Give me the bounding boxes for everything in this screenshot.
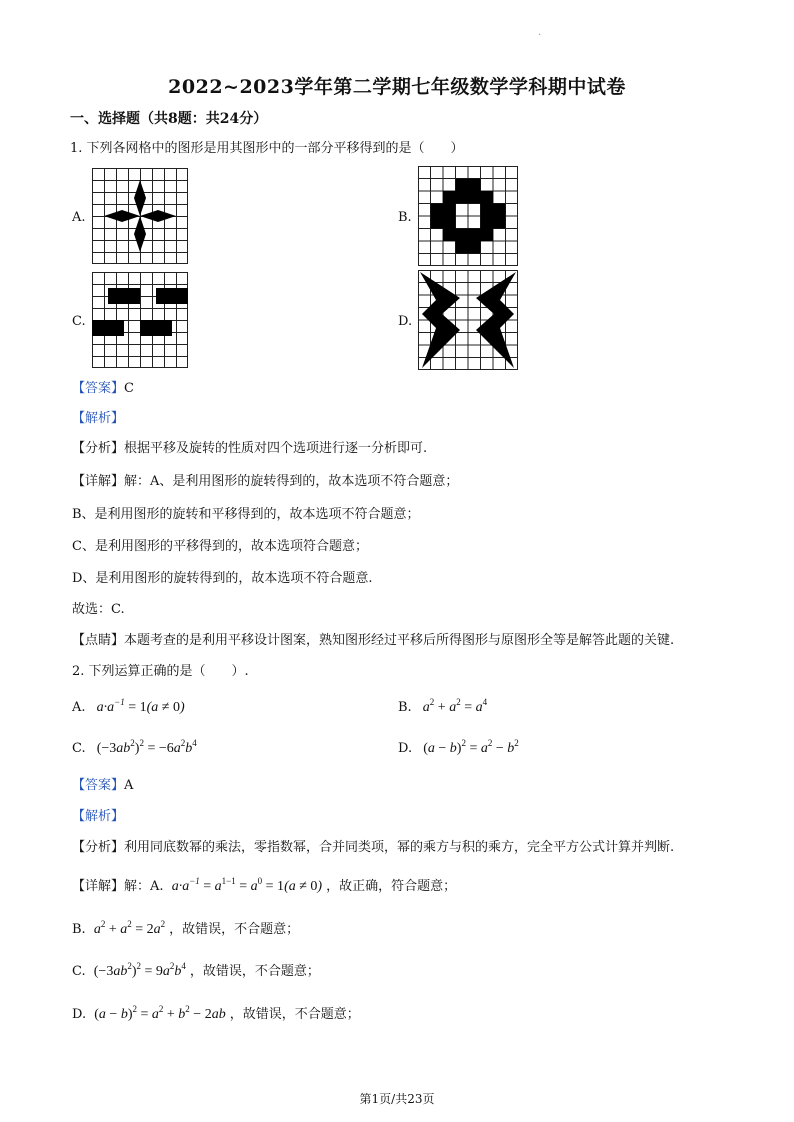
q1-fenxi (72, 440, 427, 458)
q1-detail-b: B、是利用图形的旋转和平移得到的，故本选项不符合题意； (72, 507, 420, 522)
fenxi-tag: 【分析】 (72, 840, 125, 855)
q2-detail-a (72, 872, 456, 896)
q2-option-d-formula: $(a - b)^2 = a^2 - b^2$ (423, 738, 519, 756)
page-footer: 第1页/共23页 (359, 1092, 435, 1106)
q2-option-b-formula: $a^2 + a^2 = a^4$ (422, 697, 488, 715)
q2-detail-c (72, 957, 320, 981)
answer-tag: 【答案】 (72, 381, 125, 396)
q2-option-a-formula: $a\cdot a^{-1} = 1(a \ne 0)$ (96, 697, 185, 715)
q1-stem: 1. 下列各网格中的图形是用其图形中的一部分平移得到的是（ ） (70, 141, 464, 156)
scan-dot: · (538, 30, 542, 41)
detail-b-formula: $a^2 + a^2 = 2a^2$ (93, 919, 166, 937)
detail-tag: 【详解】 (72, 474, 125, 489)
section-heading: 一、选择题（共8题：共24分） (70, 111, 268, 127)
q1-detail-a (72, 473, 458, 491)
q2-option-d (398, 737, 519, 757)
detail-c-prefix: C. (72, 964, 86, 979)
q1-answer (72, 380, 134, 398)
answer-value: C (124, 381, 134, 396)
q2-option-c (72, 737, 197, 757)
q2-option-d-label: D. (398, 741, 413, 756)
detail-d-formula: $(a - b)^2 = a^2 + b^2 - 2ab$ (94, 1004, 226, 1022)
q1-option-b-label: B. (398, 210, 412, 225)
fenxi-text: 根据平移及旋转的性质对四个选项进行逐一分析即可. (124, 441, 428, 456)
dianjing-tag: 【点睛】 (72, 633, 125, 648)
q1-dianjing (72, 632, 674, 650)
fenxi-text: 利用同底数幂的乘法，零指数幂，合并同类项，幂的乘方与积的乘方，完全平方公式计算并判断. (124, 840, 675, 855)
detail-c-formula: $(-3ab^2)^2 = 9a^2b^4$ (93, 961, 186, 979)
detail-b-suffix: ，故错误，不合题意； (169, 922, 300, 937)
detail-c-suffix: ，故错误，不合题意； (189, 964, 320, 979)
q2-option-b-label: B. (398, 700, 412, 715)
fenxi-tag: 【分析】 (72, 441, 125, 456)
q2-option-a (72, 696, 185, 716)
q1-detail-d: D、是利用图形的旋转得到的，故本选项不符合题意. (72, 571, 373, 586)
detail-a-formula: $a\cdot a^{-1} = a^{1-1} = a^0 = 1(a \ne 0)$ (171, 876, 323, 894)
q1-choose: 故选：C. (72, 602, 125, 617)
q2-stem: 2. 下列运算正确的是（ ）. (72, 664, 249, 679)
q1-detail-c: C、是利用图形的平移得到的，故本选项符合题意； (72, 539, 368, 554)
q2-option-a-label: A. (72, 700, 86, 715)
q2-answer (72, 777, 133, 795)
dianjing-text: 本题考查的是利用平移设计图案，熟知图形经过平移后所得图形与原图形全等是解答此题的关键. (124, 633, 675, 648)
q2-option-c-formula: $(-3ab^2)^2 = -6a^2b^4$ (96, 738, 197, 756)
detail-b-prefix: B. (72, 922, 86, 937)
detail-a-suffix: ，故正确，符合题意； (326, 879, 457, 894)
q1-option-b-figure (418, 166, 518, 266)
detail-d-prefix: D. (72, 1007, 87, 1022)
q1-option-d-label: D. (398, 314, 413, 329)
q2-detail-d (72, 1000, 360, 1024)
q1-option-c-label: C. (72, 314, 86, 329)
detail-a-prefix: 解：A. (124, 879, 164, 894)
page-title: 2022~2023学年第二学期七年级数学学科期中试卷 (168, 76, 626, 98)
q1-option-a-figure (92, 168, 188, 264)
q2-fenxi (72, 839, 674, 857)
detail-d-suffix: ，故错误，不合题意； (229, 1007, 360, 1022)
answer-tag: 【答案】 (72, 778, 125, 793)
detail-tag: 【详解】 (72, 879, 125, 894)
answer-value: A (124, 778, 134, 793)
q2-detail-b (72, 915, 299, 939)
q1-option-a-label: A. (72, 210, 86, 225)
q1-analysis-tag: 【解析】 (72, 411, 125, 426)
q2-option-b (398, 696, 487, 716)
detail-a-text: 解：A、是利用图形的旋转得到的，故本选项不符合题意； (124, 474, 459, 489)
q2-analysis-tag: 【解析】 (72, 809, 125, 824)
q1-option-d-figure (418, 270, 518, 370)
q1-option-c-figure (92, 272, 188, 368)
q2-option-c-label: C. (72, 741, 86, 756)
